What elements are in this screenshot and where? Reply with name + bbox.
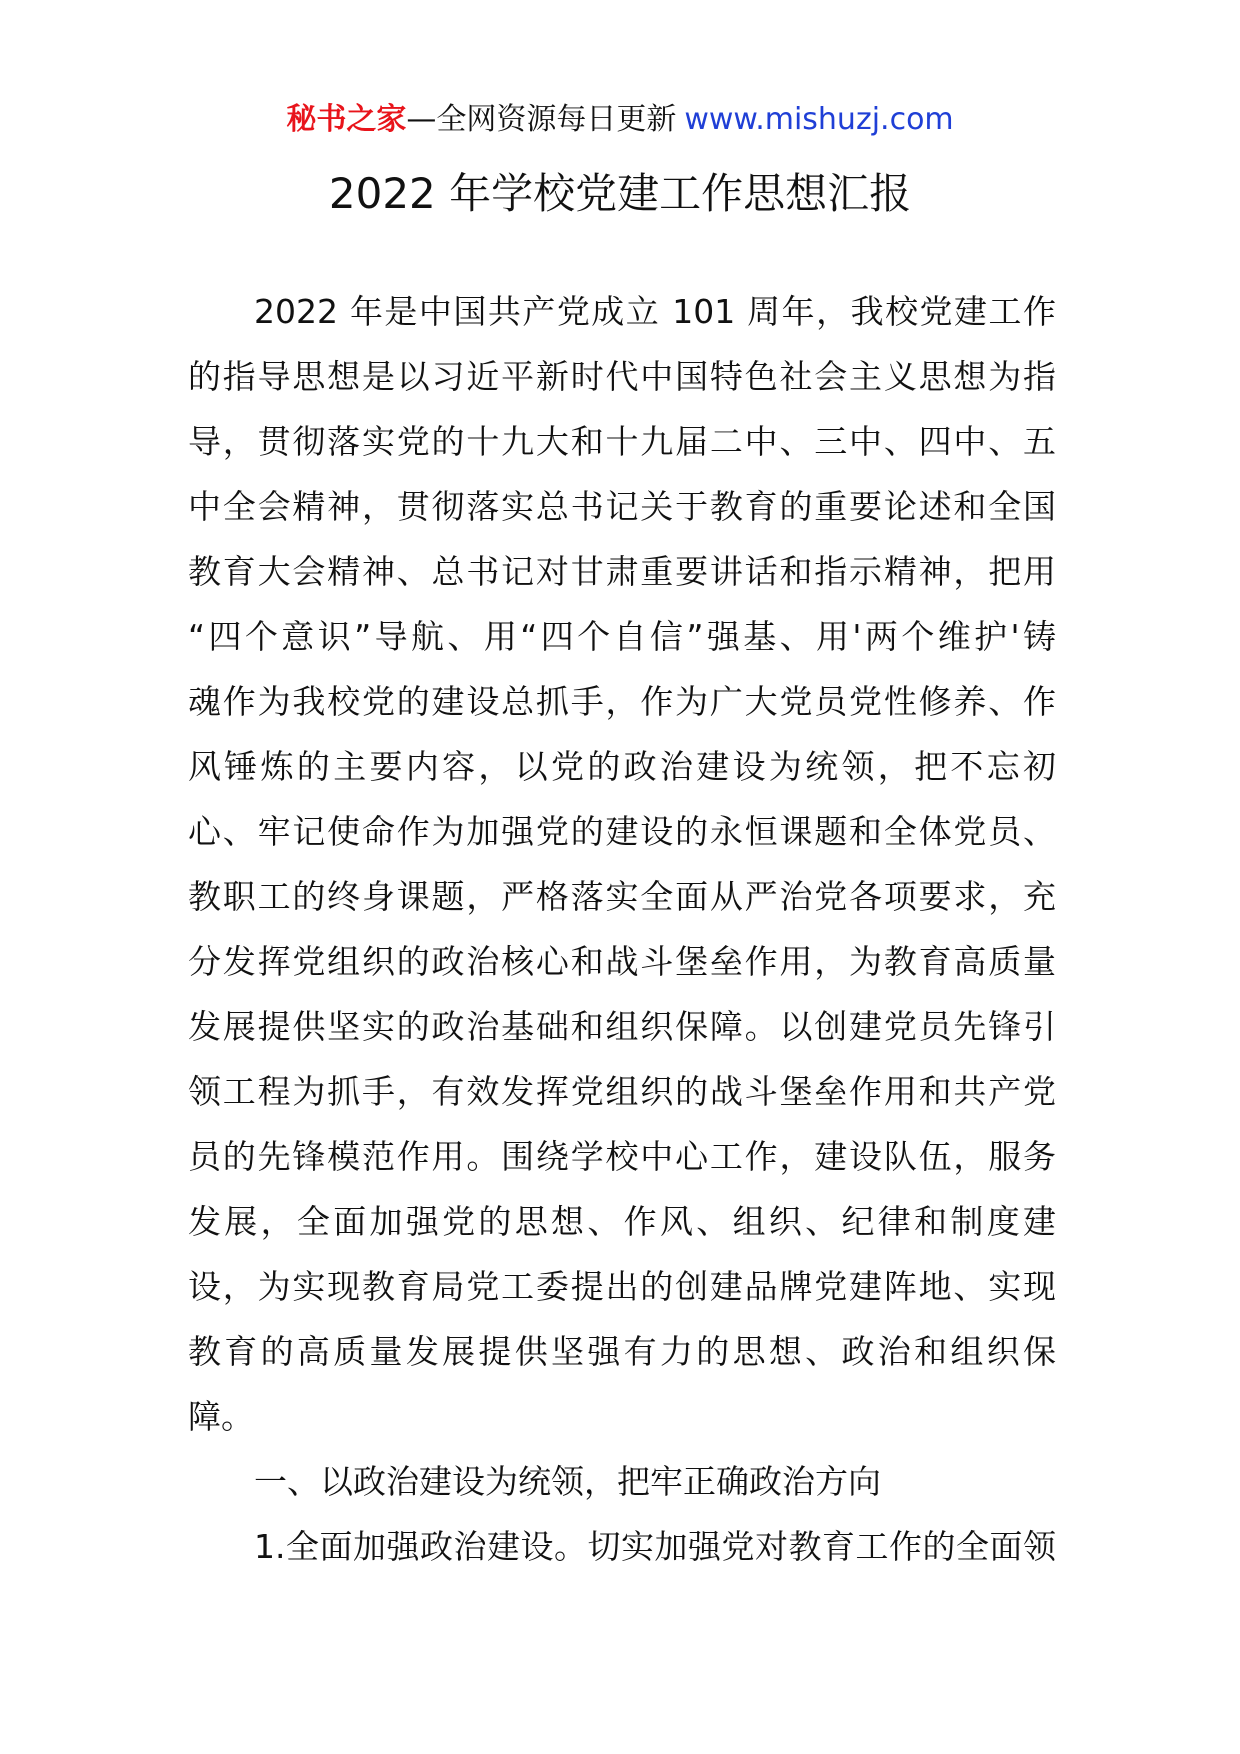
body-line: 中全会精神，贯彻落实总书记关于教育的重要论述和全国: [188, 487, 1056, 526]
body-line: 导，贯彻落实党的十九大和十九届二中、三中、四中、五: [188, 422, 1056, 461]
body-line: 发展，全面加强党的思想、作风、组织、纪律和制度建: [188, 1202, 1056, 1241]
section-heading: 一、以政治建设为统领，把牢正确政治方向: [254, 1462, 881, 1501]
brand-name: 秘书之家: [286, 102, 407, 137]
body-line: 设，为实现教育局党工委提出的创建品牌党建阵地、实现: [188, 1267, 1056, 1306]
body-line: 教育的高质量发展提供坚强有力的思想、政治和组织保: [188, 1332, 1056, 1371]
body-line: “四个意识”导航、用“四个自信”强基、用'两个维护'铸: [188, 617, 1056, 656]
body-line: 分发挥党组织的政治核心和战斗堡垒作用，为教育高质量: [188, 942, 1056, 981]
site-banner: [0, 100, 1240, 140]
body-line: 的指导思想是以习近平新时代中国特色社会主义思想为指: [188, 357, 1056, 396]
body-line: 发展提供坚实的政治基础和组织保障。以创建党员先锋引: [188, 1007, 1056, 1046]
body-line: 心、牢记使命作为加强党的建设的永恒课题和全体党员、: [188, 812, 1056, 851]
body-line: 1.全面加强政治建设。切实加强党对教育工作的全面领: [254, 1527, 1056, 1566]
body-line: 教职工的终身课题，严格落实全面从严治党各项要求，充: [188, 877, 1056, 916]
banner-tagline: —全网资源每日更新: [406, 102, 677, 137]
body-line: 领工程为抓手，有效发挥党组织的战斗堡垒作用和共产党: [188, 1072, 1056, 1111]
body-line: 障。: [188, 1397, 254, 1436]
body-line: 2022 年是中国共产党成立 101 周年，我校党建工作: [254, 292, 1056, 331]
document-title: 2022 年学校党建工作思想汇报: [328, 169, 912, 218]
body-line: 魂作为我校党的建设总抓手，作为广大党员党性修养、作: [188, 682, 1056, 721]
site-url-link[interactable]: www.mishuzj.com: [684, 102, 954, 137]
body-line: 员的先锋模范作用。围绕学校中心工作，建设队伍，服务: [188, 1137, 1056, 1176]
body-line: 教育大会精神、总书记对甘肃重要讲话和指示精神，把用: [188, 552, 1056, 591]
document-body: [188, 292, 1056, 1592]
body-line: 风锤炼的主要内容，以党的政治建设为统领，把不忘初: [188, 747, 1056, 786]
